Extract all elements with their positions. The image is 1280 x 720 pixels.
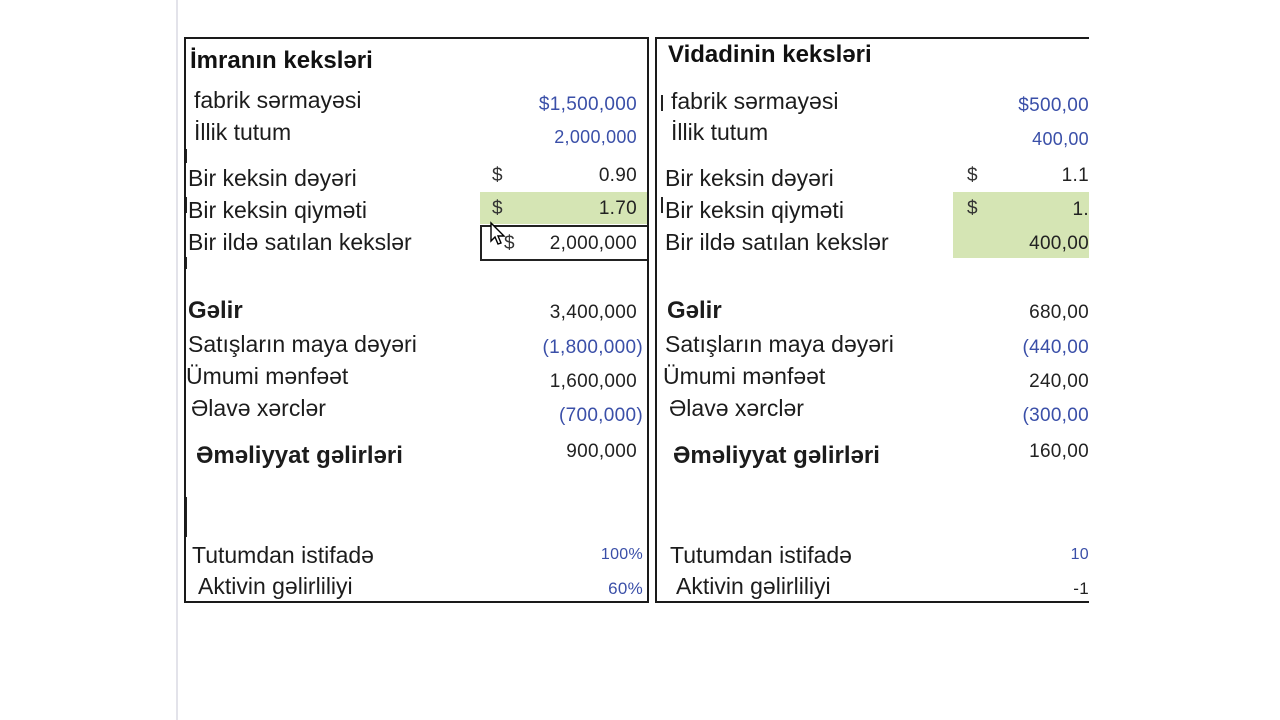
currency-unit-price: $	[492, 198, 503, 219]
vidadi-cupcakes-panel	[655, 37, 1089, 603]
value-revenue[interactable]: 680,00	[1029, 302, 1089, 323]
cell-gridline	[185, 149, 187, 163]
value-return-on-assets[interactable]: -1	[1073, 579, 1089, 598]
value-capacity-utilization[interactable]: 100%	[600, 546, 643, 563]
currency-unit-cost: $	[492, 165, 503, 186]
label-cost-of-sales: Satışların maya dəyəri	[665, 331, 894, 357]
label-factory-investment: fabrik sərmayəsi	[671, 88, 839, 114]
value-cost-of-sales[interactable]: (440,00	[1022, 337, 1089, 358]
value-factory-investment[interactable]: $1,500,000	[538, 94, 637, 115]
value-overhead[interactable]: (300,00	[1022, 405, 1089, 426]
value-unit-cost[interactable]: 0.90	[598, 165, 637, 186]
label-annual-capacity: İllik tutum	[671, 119, 769, 145]
label-annual-capacity: İllik tutum	[194, 119, 292, 145]
value-capacity-utilization[interactable]: 10	[1070, 546, 1089, 563]
imran-panel-title: İmranın keksləri	[190, 47, 373, 74]
currency-unit-price: $	[967, 198, 978, 219]
label-gross-profit: Ümumi mənfəət	[663, 363, 826, 389]
label-overhead: Əlavə xərclər	[669, 395, 804, 421]
value-operating-income[interactable]: 900,000	[566, 441, 637, 462]
value-revenue[interactable]: 3,400,000	[549, 302, 637, 323]
label-unit-cost: Bir keksin dəyəri	[188, 165, 357, 191]
label-return-on-assets: Aktivin gəlirliliyi	[676, 573, 831, 599]
label-unit-price: Bir keksin qiyməti	[188, 197, 367, 223]
value-gross-profit[interactable]: 1,600,000	[549, 371, 637, 392]
label-cupcakes-sold: Bir ildə satılan kekslər	[665, 229, 889, 255]
value-operating-income[interactable]: 160,00	[1029, 441, 1089, 462]
value-unit-cost[interactable]: 1.1	[1061, 165, 1089, 186]
value-return-on-assets[interactable]: 60%	[608, 579, 643, 598]
value-cupcakes-sold[interactable]: 400,00	[1029, 233, 1089, 254]
value-overhead[interactable]: (700,000)	[558, 405, 643, 426]
label-cost-of-sales: Satışların maya dəyəri	[188, 331, 417, 357]
value-unit-price[interactable]: 1.	[1072, 199, 1089, 220]
value-annual-capacity[interactable]: 400,00	[1032, 129, 1089, 149]
label-revenue: Gəlir	[188, 297, 243, 324]
label-unit-cost: Bir keksin dəyəri	[665, 165, 834, 191]
imran-cupcakes-panel	[184, 37, 649, 603]
label-factory-investment: fabrik sərmayəsi	[194, 87, 362, 113]
currency-cupcakes-sold: $	[504, 233, 515, 254]
value-gross-profit[interactable]: 240,00	[1029, 371, 1089, 392]
label-return-on-assets: Aktivin gəlirliliyi	[198, 573, 353, 599]
left-margin-strip	[0, 0, 178, 720]
label-revenue: Gəlir	[667, 297, 722, 324]
label-capacity-utilization: Tutumdan istifadə	[670, 542, 852, 568]
cell-gridline	[661, 95, 663, 111]
value-annual-capacity[interactable]: 2,000,000	[554, 127, 637, 147]
label-unit-price: Bir keksin qiyməti	[665, 197, 844, 223]
value-factory-investment[interactable]: $500,00	[1018, 95, 1089, 116]
currency-unit-cost: $	[967, 165, 978, 186]
label-gross-profit: Ümumi mənfəət	[186, 363, 349, 389]
label-operating-income: Əməliyyat gəlirləri	[196, 442, 403, 469]
cell-gridline	[185, 497, 187, 537]
vidadi-panel-title: Vidadinin keksləri	[668, 41, 872, 68]
cell-gridline	[185, 197, 187, 213]
label-capacity-utilization: Tutumdan istifadə	[192, 542, 374, 568]
cell-gridline	[661, 197, 663, 213]
cell-gridline	[185, 257, 187, 269]
label-overhead: Əlavə xərclər	[191, 395, 326, 421]
value-cost-of-sales[interactable]: (1,800,000)	[542, 337, 643, 358]
label-cupcakes-sold: Bir ildə satılan kekslər	[188, 229, 412, 255]
value-cupcakes-sold[interactable]: 2,000,000	[549, 233, 637, 254]
mouse-cursor-icon	[489, 221, 509, 247]
label-operating-income: Əməliyyat gəlirləri	[673, 442, 880, 469]
value-unit-price[interactable]: 1.70	[598, 198, 637, 219]
